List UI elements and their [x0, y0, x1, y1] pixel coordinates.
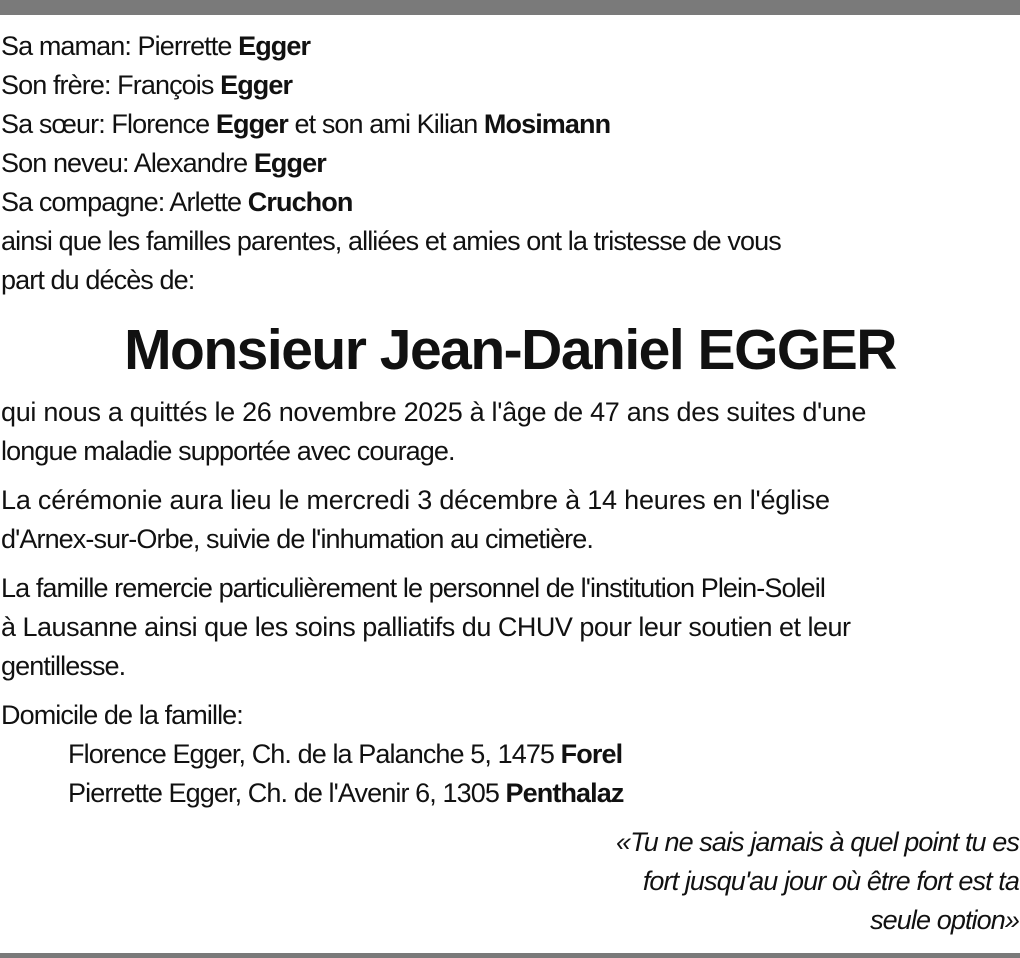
quote-line: fort jusqu'au jour où être fort est ta	[642, 866, 1019, 896]
death-paragraph	[1, 393, 1019, 471]
death-line: qui nous a quittés le 26 novembre 2025 à l'âge de 47 ans des suites d'une	[1, 397, 867, 427]
intro-line: part du décès de:	[1, 265, 195, 295]
thanks-paragraph	[1, 569, 1019, 686]
family-list	[1, 27, 1019, 300]
closing-quote	[1, 823, 1019, 940]
ceremony-line: d'Arnex-sur-Orbe, suivie de l'inhumation au cimetière.	[1, 524, 593, 554]
ceremony-line: La cérémonie aura lieu le mercredi 3 décembre à 14 heures en l'église	[1, 485, 830, 515]
ceremony-paragraph	[1, 481, 1019, 559]
top-rule	[0, 0, 1020, 15]
family-member-partner: Sa compagne: Arlette Cruchon	[1, 187, 353, 217]
address-line: Pierrette Egger, Ch. de l'Avenir 6, 1305 Penthalaz	[68, 778, 624, 808]
bottom-rule	[0, 953, 1020, 958]
family-member-mother: Sa maman: Pierrette Egger	[1, 31, 311, 61]
address-line: Florence Egger, Ch. de la Palanche 5, 1475 Forel	[68, 739, 623, 769]
quote-line: seule option»	[870, 905, 1019, 935]
family-member-sister: Sa sœur: Florence Egger et son ami Kilian Mosimann	[1, 109, 611, 139]
thanks-line: à Lausanne ainsi que les soins palliatifs du CHUV pour leur soutien et leur	[1, 612, 851, 642]
thanks-line: gentillesse.	[1, 651, 126, 681]
death-line: longue maladie supportée avec courage.	[1, 436, 455, 466]
family-member-brother: Son frère: François Egger	[1, 70, 293, 100]
thanks-line: La famille remercie particulièrement le personnel de l'institution Plein-Soleil	[1, 573, 825, 603]
intro-line: ainsi que les familles parentes, alliées et amies ont la tristesse de vous	[1, 226, 781, 256]
domicile-section	[1, 696, 1019, 813]
quote-line: «Tu ne sais jamais à quel point tu es	[616, 827, 1019, 857]
family-member-nephew: Son neveu: Alexandre Egger	[1, 148, 326, 178]
obituary-notice	[1, 27, 1019, 940]
deceased-name: Monsieur Jean-Daniel EGGER	[124, 318, 896, 382]
domicile-label: Domicile de la famille:	[1, 700, 243, 730]
